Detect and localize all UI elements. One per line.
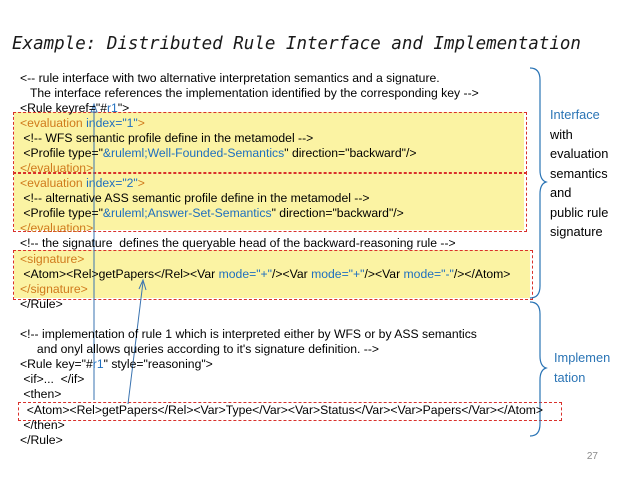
code-line-comment-2: The interface references the implementation identified by the corresponding key --> <box>20 86 479 100</box>
code-text: " direction="backward"/> <box>284 146 417 160</box>
code-line-evaluation-1-open <box>20 116 145 131</box>
interface-line: and <box>550 185 572 200</box>
code-line-then-atom: <Atom><Rel>getPapers</Rel><Var>Type</Var><Var>Status</Var><Var>Papers</Var></Atom> <box>20 403 544 417</box>
slide-title: Example: Distributed Rule Interface and Implementation <box>12 34 581 54</box>
code-line-rule-keyref <box>20 101 129 116</box>
code-line-evaluation-2-open <box>20 176 145 191</box>
interface-line: with <box>550 126 573 142</box>
code-line-impl-rule-close: </Rule> <box>20 433 63 447</box>
page-number: 27 <box>586 451 598 462</box>
code-line-comment-1: <-- rule interface with two alternative interpretation semantics and a signature. <box>20 71 440 85</box>
code-line-impl-comment-2: and onyl allows queries according to it's signature definition. --> <box>20 342 380 356</box>
code-keyref-value: r1 <box>106 101 118 115</box>
code-line-ass-comment: <!-- alternative ASS semantic profile define in the metamodel --> <box>20 191 370 205</box>
code-line-impl-comment-1: <!-- implementation of rule 1 which is interpreted either by WFS or by ASS semantics <box>20 327 477 341</box>
implementation-heading-line2: tation <box>554 369 586 385</box>
code-text: <Profile type=" <box>20 206 103 220</box>
interface-line: evaluation <box>550 146 609 161</box>
interface-line: signature <box>550 224 603 239</box>
code-mode: mode="-" <box>403 267 454 281</box>
code-text: /><Var <box>272 267 312 281</box>
interface-brace <box>530 68 546 298</box>
code-tag: <evaluation <box>20 176 87 190</box>
code-text: <Profile type=" <box>20 146 103 160</box>
code-text: " direction="backward"/> <box>271 206 404 220</box>
implementation-heading-line1: Implemen <box>554 350 611 365</box>
code-text: /><Var <box>364 267 404 281</box>
code-line-then-open: <then> <box>20 387 62 401</box>
code-tag: > <box>137 116 145 130</box>
code-text: " style="reasoning"> <box>103 357 213 371</box>
code-profile-value: &ruleml;Answer-Set-Semantics <box>102 206 272 220</box>
code-line-wfs-comment: <!-- WFS semantic profile define in the metamodel --> <box>20 131 314 145</box>
code-text: <Rule keyref="# <box>20 101 107 115</box>
code-key-value: r1 <box>92 357 104 371</box>
interface-line: public rule <box>550 204 609 220</box>
code-mode: mode="+" <box>218 267 272 281</box>
code-line-signature-atom <box>20 267 510 282</box>
code-line-rule-key <box>20 357 213 372</box>
code-text: <Rule key="# <box>20 357 93 371</box>
interface-heading: Interface <box>550 107 600 122</box>
code-line-evaluation-1-close: </evaluation> <box>20 161 94 175</box>
code-line-signature-open: <signature> <box>20 252 85 266</box>
code-tag: > <box>137 176 145 190</box>
implementation-label <box>554 348 610 387</box>
interface-line: semantics <box>550 165 608 181</box>
code-text: <Atom><Rel>getPapers</Rel><Var <box>20 267 219 281</box>
code-text: /></Atom> <box>453 267 511 281</box>
code-attr: index="2" <box>86 176 138 190</box>
code-tag: <evaluation <box>20 116 87 130</box>
code-line-if: <if>... </if> <box>20 372 85 386</box>
code-attr: index="1" <box>86 116 138 130</box>
code-line-signature-close: </signature> <box>20 282 88 296</box>
code-line-rule-close: </Rule> <box>20 297 63 311</box>
code-line-profile-wfs <box>20 146 416 161</box>
interface-label <box>550 105 608 242</box>
code-profile-value: &ruleml;Well-Founded-Semantics <box>102 146 285 160</box>
code-text: "> <box>117 101 130 115</box>
code-line-evaluation-2-close: </evaluation> <box>20 221 94 235</box>
code-line-signature-comment: <!-- the signature defines the queryable head of the backward-reasoning rule --> <box>20 236 456 250</box>
code-line-profile-ass <box>20 206 404 221</box>
code-line-then-close: </then> <box>20 418 65 432</box>
code-mode: mode="+" <box>311 267 365 281</box>
